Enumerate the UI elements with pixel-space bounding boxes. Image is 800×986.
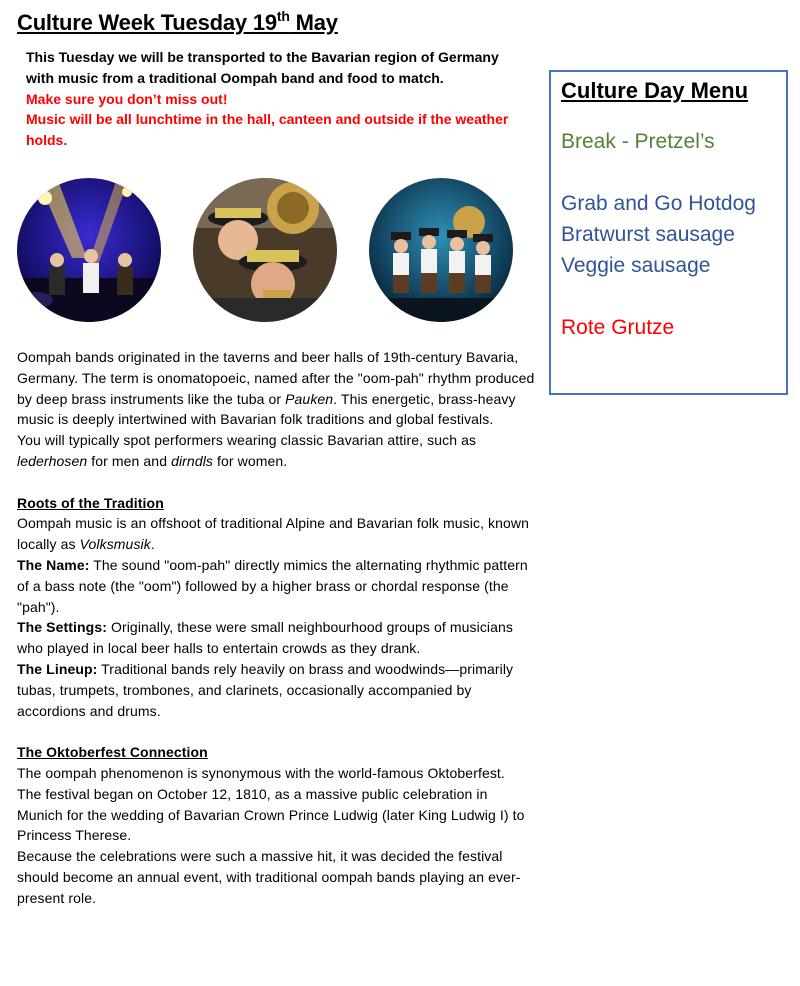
intro-block bbox=[26, 47, 526, 151]
spacer bbox=[561, 157, 786, 188]
page-title-main: Culture Week Tuesday 19 bbox=[17, 10, 277, 35]
roots-text-end: . bbox=[150, 536, 155, 553]
spacer bbox=[17, 721, 537, 742]
menu-dessert-item: Rote Grutze bbox=[561, 316, 675, 339]
attire-text-mid: for men and bbox=[87, 452, 172, 469]
menu-main-item: Grab and Go Hotdog bbox=[561, 192, 756, 215]
attire-italic-dirndls: dirndls bbox=[171, 452, 214, 469]
menu-title: Culture Day Menu bbox=[561, 78, 749, 103]
paragraph-roots bbox=[17, 513, 537, 555]
page-title bbox=[17, 10, 338, 36]
settings-term: The Settings: bbox=[17, 619, 107, 636]
lineup-text: Traditional bands rely heavily on brass and woodwinds—primarily tubas, trumpets, trombones, and clarinets, occasionally accompanied by accordions and drums. bbox=[17, 660, 514, 719]
article-body bbox=[17, 347, 537, 909]
paragraph-oktoberfest-2: The festival began on October 12, 1810, as a massive public celebration in Munich for the wedding of Bavarian Crown Prince Ludwig (later King Ludwig I) to Princess Therese. bbox=[17, 785, 525, 844]
menu-main-item: Veggie sausage bbox=[561, 254, 711, 277]
paragraph-oktoberfest-3: Because the celebrations were such a massive hit, it was decided the festival should become an annual event, with traditional oompah bands playing an ever-present role. bbox=[17, 848, 521, 906]
intro-text: This Tuesday we will be transported to the Bavarian region of Germany with music from a traditional Oompah band and food to match. bbox=[26, 49, 499, 86]
band-in-lederhosen-photo bbox=[369, 178, 513, 322]
intro-reminder: Make sure you don’t miss out! bbox=[26, 90, 228, 107]
paragraph-settings bbox=[17, 617, 537, 659]
attire-text: You will typically spot performers wearing classic Bavarian attire, such as bbox=[17, 432, 477, 449]
band-on-stage-photo bbox=[17, 178, 161, 322]
menu-break-item: Break - Pretzel’s bbox=[561, 130, 715, 153]
intro-music-info: Music will be all lunchtime in the hall, canteen and outside if the weather holds. bbox=[26, 111, 509, 149]
spacer bbox=[561, 281, 786, 312]
attire-text-end: for women. bbox=[213, 452, 288, 469]
brass-players-closeup-photo bbox=[193, 178, 337, 322]
lineup-term: The Lineup: bbox=[17, 660, 98, 677]
settings-text: Originally, these were small neighbourhood groups of musicians who played in local beer halls to entertain crowds as they drank. bbox=[17, 619, 514, 657]
name-text: The sound "oom-pah" directly mimics the alternating rhythmic pattern of a bass note (the "oom") followed by a higher brass or chordal response (the "pah"). bbox=[17, 556, 528, 615]
paragraph-attire bbox=[17, 430, 537, 472]
oktoberfest-heading: The Oktoberfest Connection bbox=[17, 744, 208, 761]
culture-day-menu bbox=[549, 70, 788, 395]
origins-italic: Pauken bbox=[285, 390, 334, 407]
roots-heading: Roots of the Tradition bbox=[17, 494, 164, 511]
paragraph-lineup bbox=[17, 659, 537, 721]
paragraph-oktoberfest-1: The oompah phenomenon is synonymous with the world-famous Oktoberfest. bbox=[17, 764, 505, 781]
name-term: The Name: bbox=[17, 556, 90, 573]
page-title-ordinal: th bbox=[276, 8, 290, 24]
origins-text: Oompah bands originated in the taverns and beer halls of 19th-century Bavaria, Germany. The term is onomatopoeic, named after the "oom-pah" rhythm produced by deep brass instruments like the tuba or bbox=[17, 349, 535, 407]
roots-italic: Volksmusik bbox=[79, 536, 151, 553]
page-title-month: May bbox=[289, 10, 338, 35]
spacer bbox=[17, 472, 537, 493]
menu-main-item: Bratwurst sausage bbox=[561, 223, 735, 246]
attire-italic-lederhosen: lederhosen bbox=[17, 452, 88, 469]
paragraph-origins bbox=[17, 347, 537, 430]
paragraph-name bbox=[17, 555, 537, 617]
origins-text-end: . This energetic, brass-heavy music is deeply intertwined with Bavarian folk traditions and global festivals. bbox=[17, 390, 516, 428]
roots-text: Oompah music is an offshoot of traditional Alpine and Bavarian folk music, known locally as bbox=[17, 515, 530, 553]
